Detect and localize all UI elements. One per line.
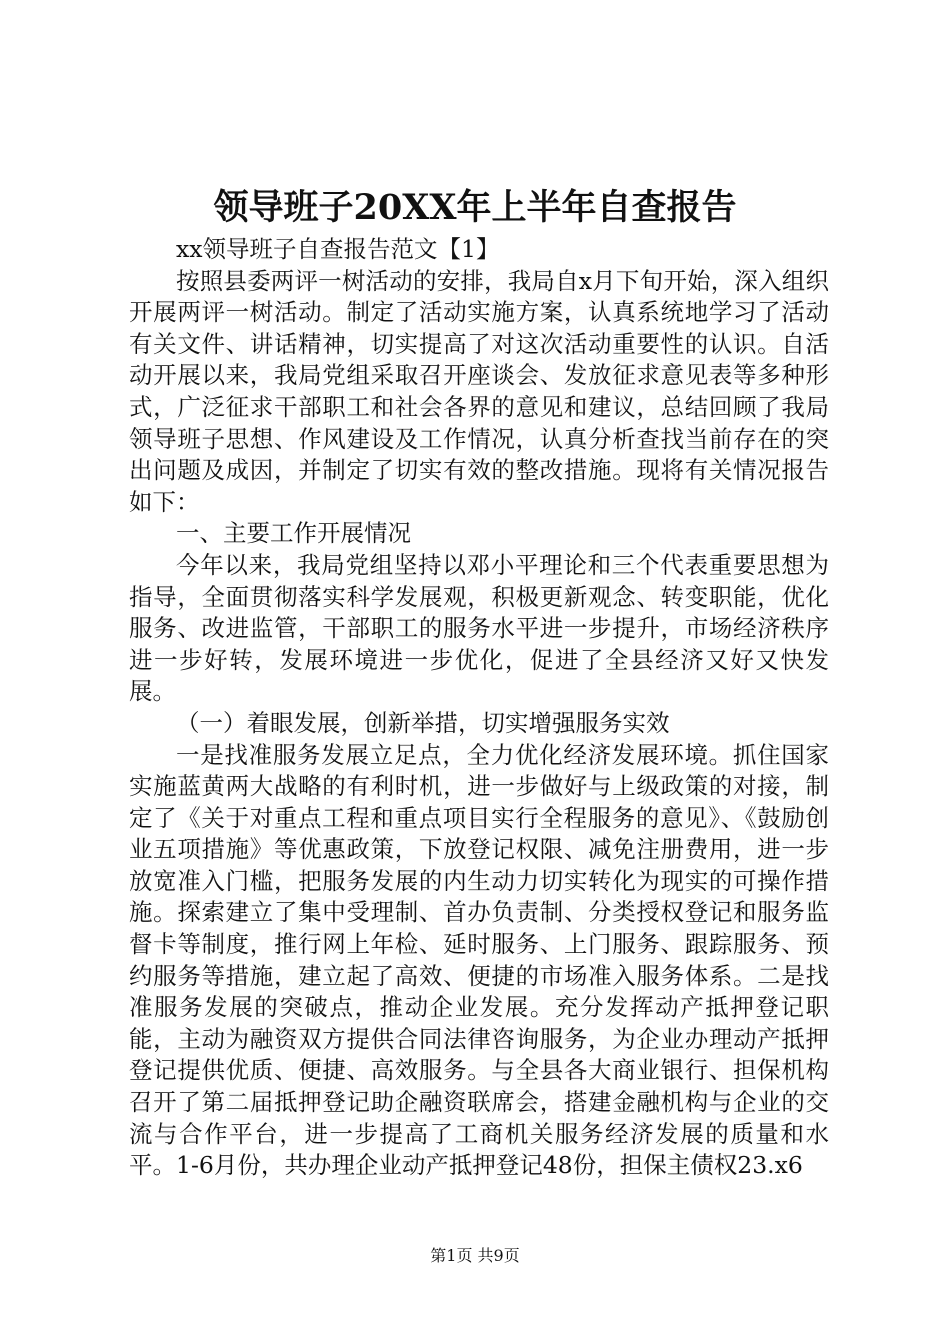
- subsection-heading: （一）着眼发展，创新举措，切实增强服务实效: [176, 708, 670, 737]
- paragraph-overview: 今年以来，我局党组坚持以邓小平理论和三个代表重要思想为指导，全面贯彻落实科学发展观，积极更新观念、转变职能，优化服务、改进监管，干部职工的服务水平进一步提升，市场经济秩序进一步好转，发展环境进一步优化，促进了全县经济又好又快发展。: [129, 550, 829, 706]
- document-body: [129, 234, 829, 1182]
- page-footer: 第1页 共9页: [430, 1246, 520, 1265]
- paragraph-subtitle: xx领导班子自查报告范文【1】: [176, 235, 500, 263]
- section-heading: 一、主要工作开展情况: [176, 519, 411, 548]
- document-title: 领导班子20XX年上半年自查报告: [213, 187, 737, 228]
- paragraph-intro: 按照县委两评一树活动的安排，我局自x月下旬开始，深入组织开展两评一树活动。制定了活动实施方案，认真系统地学习了活动有关文件、讲话精神，切实提高了对这次活动重要性的认识。自活动开展以来，我局党组采取召开座谈会、发放征求意见表等多种形式，广泛征求干部职工和社会各界的意见和建议，总结回顾了我局领导班子思想、作风建设及工作情况，认真分析查找当前存在的突出问题及成因，并制定了切实有效的整改措施。现将有关情况报告如下：: [129, 266, 829, 516]
- paragraph-detail: 一是找准服务发展立足点，全力优化经济发展环境。抓住国家实施蓝黄两大战略的有利时机，进一步做好与上级政策的对接，制定了《关于对重点工程和重点项目实行全程服务的意见》、《鼓励创业五项措施》等优惠政策，下放登记权限、减免注册费用，进一步放宽准入门槛，把服务发展的内生动力切实转化为现实的可操作措施。探索建立了集中受理制、首办负责制、分类授权登记和服务监督卡等制度，推行网上年检、延时服务、上门服务、跟踪服务、预约服务等措施，建立起了高效、便捷的市场准入服务体系。二是找准服务发展的突破点，推动企业发展。充分发挥动产抵押登记职能，主动为融资双方提供合同法律咨询服务，为企业办理动产抵押登记提供优质、便捷、高效服务。与全县各大商业银行、担保机构召开了第二届抵押登记助企融资联席会，搭建金融机构与企业的交流与合作平台，进一步提高了工商机关服务经济发展的质量和水平。1-6月份，共办理企业动产抵押登记48份，担保主债权23.x6: [129, 740, 829, 1180]
